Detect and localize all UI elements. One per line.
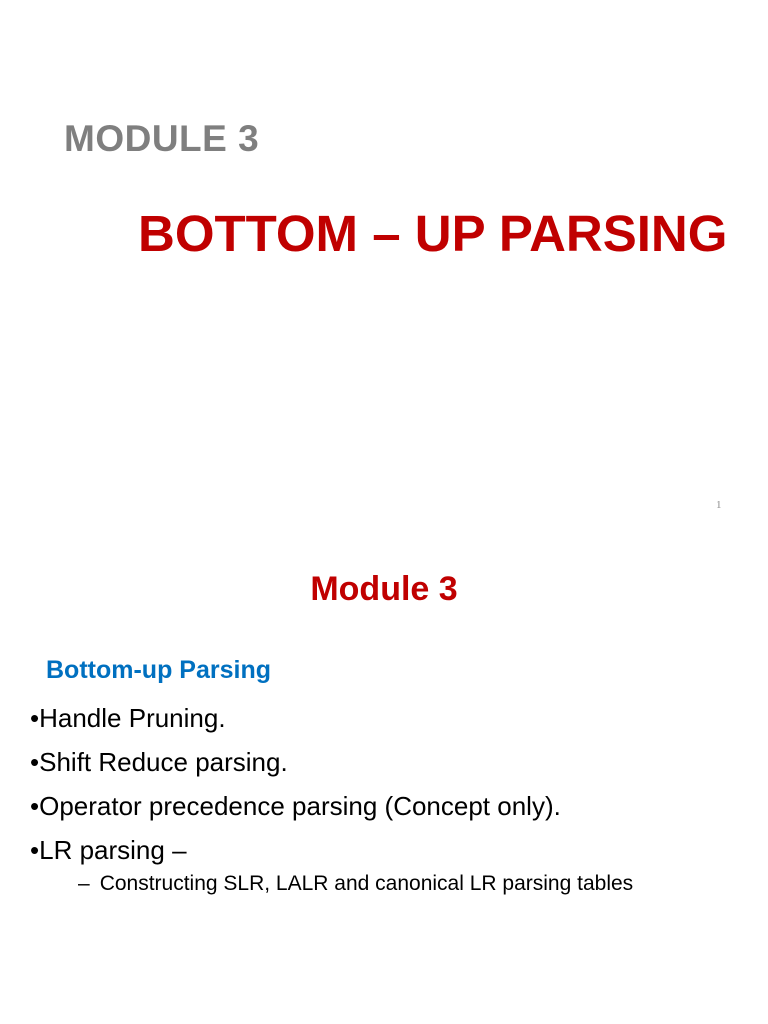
list-item-text: Shift Reduce parsing.	[39, 747, 288, 777]
sub-list-item-text: Constructing SLR, LALR and canonical LR parsing tables	[99, 872, 634, 895]
list-item	[30, 740, 561, 784]
bullet-list	[30, 696, 561, 872]
list-item-text: Operator precedence parsing (Concept only).	[39, 791, 561, 821]
slide-2	[0, 540, 768, 1024]
list-item-text: Handle Pruning.	[39, 703, 226, 733]
slide-number: 1	[716, 499, 722, 511]
bullet-icon: •	[30, 747, 40, 777]
bullet-icon: •	[30, 791, 40, 821]
module-label: MODULE 3	[64, 118, 260, 159]
slide-title: BOTTOM – UP PARSING	[138, 205, 728, 262]
list-item	[30, 828, 561, 872]
section-heading: Bottom-up Parsing	[46, 656, 271, 684]
list-item	[30, 784, 561, 828]
bullet-icon: •	[30, 703, 40, 733]
list-item-text: LR parsing –	[39, 835, 187, 865]
bullet-icon: •	[30, 835, 40, 865]
sub-list-item	[78, 872, 633, 896]
dash-icon: –	[78, 872, 90, 895]
list-item	[30, 696, 561, 740]
slide-title: Module 3	[310, 570, 458, 608]
